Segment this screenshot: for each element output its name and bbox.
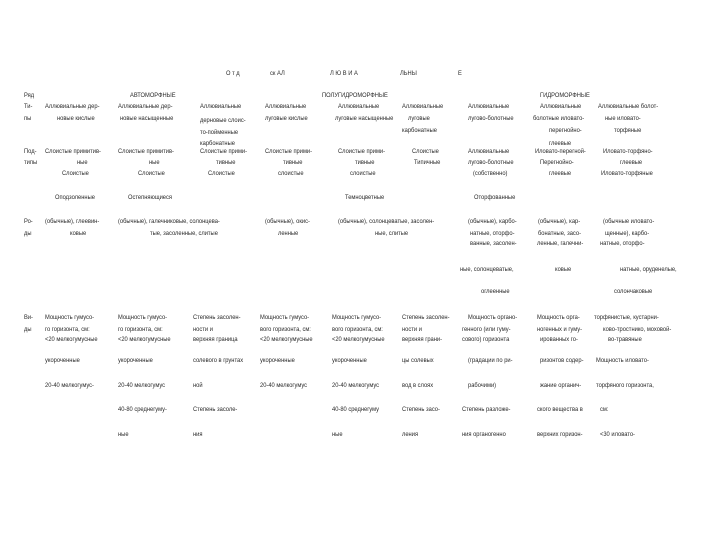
text-block: глеевые: [549, 140, 572, 147]
text-block: <20 мелкогумусные: [118, 336, 171, 343]
text-block: Мощность гумусо-: [45, 314, 95, 321]
text-block: АВТОМОРФНЫЕ: [130, 92, 176, 99]
text-block: луговые: [408, 115, 430, 122]
text-block: укороченные: [45, 357, 80, 364]
text-block: солевого в грунтах: [193, 357, 244, 364]
text-block: ковые: [70, 230, 87, 237]
text-block: луговые кислые: [265, 115, 308, 122]
text-block: торфянистые, кустарни-: [594, 314, 659, 321]
text-block: щенные), карбо-: [605, 230, 650, 237]
text-block: лугово-болотные: [468, 159, 514, 166]
text-block: цы солевых: [402, 357, 434, 364]
text-block: <20 мелкогумусные: [45, 336, 98, 343]
text-block: Слоистые прими-: [338, 148, 386, 155]
text-block: го горизонта, см:: [118, 326, 163, 333]
text-block: новые насыщенные: [120, 115, 174, 122]
text-block: жание органич-: [540, 382, 582, 389]
text-block: тивные: [355, 159, 375, 166]
text-block: Ти-: [24, 103, 33, 110]
text-block: Ряд: [24, 92, 35, 99]
text-block: 20-40 мелкогумус: [332, 382, 380, 389]
text-block: Степень засолен-: [193, 314, 241, 321]
text-block: торфяные: [614, 127, 642, 134]
text-block: ния органогенно: [462, 431, 506, 438]
text-block: Л Ю В И А: [330, 70, 358, 77]
text-block: ные: [149, 159, 160, 166]
text-block: го горизонта, см:: [45, 326, 90, 333]
text-block: Аллювиальные: [338, 103, 380, 110]
text-block: Ро-: [24, 218, 33, 225]
text-block: пы: [24, 115, 32, 122]
text-block: Под-: [24, 148, 37, 155]
text-block: ГИДРОМОРФНЫЕ: [540, 92, 590, 99]
text-block: Темноцветные: [345, 194, 385, 201]
text-block: сового) горизонта: [462, 336, 510, 343]
text-block: ПОЛУГИДРОМОРФНЫЕ: [322, 92, 388, 99]
text-block: ванные, засолен-: [470, 240, 517, 247]
text-block: 20-40 мелкогумус: [260, 382, 308, 389]
text-block: ризонтов содер-: [540, 357, 584, 364]
text-block: ния: [193, 431, 203, 438]
text-block: Аллювиальные: [468, 148, 510, 155]
text-block: ности и: [193, 326, 213, 333]
text-block: Аллювиальные: [468, 103, 510, 110]
text-block: Остепняющиеся: [128, 194, 173, 201]
text-block: Аллювиальные: [540, 103, 582, 110]
text-block: (собственно): [473, 170, 508, 177]
text-block: оглеенные: [481, 288, 510, 295]
text-block: Иловато-торфяно-: [603, 148, 653, 155]
text-block: Степень засо-: [402, 406, 440, 413]
text-block: укороченные: [332, 357, 367, 364]
text-block: бонатные, засо-: [538, 230, 581, 237]
text-block: ск АЛ: [270, 70, 285, 77]
text-block: натные, оруденелые,: [620, 266, 677, 273]
text-block: (обычные иловато-: [603, 218, 655, 225]
text-block: Иловато-перегной-: [535, 148, 586, 155]
text-block: Оподзоленные: [55, 194, 95, 201]
text-block: верхняя грани-: [402, 336, 443, 343]
text-block: Е: [458, 70, 462, 77]
text-block: верхняя граница: [193, 336, 238, 343]
text-block: Перегнойно-: [540, 159, 574, 166]
text-block: Ви-: [24, 314, 33, 321]
text-block: Слоистые примитив-: [45, 148, 101, 155]
text-block: дерновые слоис-: [200, 117, 246, 124]
text-block: Мощность иловато-: [596, 357, 649, 364]
text-block: вого горизонта, см:: [260, 326, 311, 333]
text-block: новые кислые: [57, 115, 95, 122]
text-block: укороченные: [260, 357, 295, 364]
text-block: Мощность гумусо-: [260, 314, 310, 321]
text-block: Слоистые: [412, 148, 439, 155]
text-block: Мощность органо-: [468, 314, 518, 321]
text-block: 40-80 среднегуму: [332, 406, 380, 413]
text-block: слоистые: [278, 170, 304, 177]
text-block: рабочими): [468, 382, 497, 389]
text-block: Аллювиальные: [265, 103, 307, 110]
text-block: Иловато-торфяные: [601, 170, 653, 177]
text-block: ково-тростнико, моховой-: [603, 326, 672, 333]
text-block: (обычные), глеевин-: [45, 218, 100, 225]
text-block: Аллювиальные дер-: [118, 103, 173, 110]
text-block: <20 мелкогумусные: [260, 336, 313, 343]
text-block: Слоистые прими-: [200, 148, 248, 155]
text-block: ленные, галечни-: [537, 240, 584, 247]
text-block: ные: [332, 431, 343, 438]
text-block: Степень разложе-: [462, 406, 511, 413]
text-block: тивные: [283, 159, 303, 166]
text-block: перегнойно-: [549, 127, 582, 134]
text-block: ского вещества в: [537, 406, 583, 413]
text-block: (обычные), окис-: [265, 218, 310, 225]
text-block: ированных го-: [540, 336, 578, 343]
text-block: см:: [600, 406, 609, 413]
text-block: Мощность орга-: [537, 314, 580, 321]
text-block: Слоистые: [62, 170, 89, 177]
text-block: Аллювиальные: [402, 103, 444, 110]
text-block: ногенных и гуму-: [537, 326, 583, 333]
text-block: О т д: [226, 70, 240, 77]
text-block: Слоистые примитив-: [118, 148, 174, 155]
text-block: ды: [24, 326, 32, 333]
text-block: 20-40 мелкогумус-: [45, 382, 94, 389]
text-block: болотные иловато-: [533, 115, 585, 122]
text-block: типы: [24, 159, 38, 166]
text-block: ные: [77, 159, 88, 166]
text-block: карбонатные: [200, 140, 235, 147]
text-block: (градации по ри-: [468, 357, 513, 364]
text-block: ности и: [402, 326, 422, 333]
text-block: глеевые: [620, 159, 643, 166]
text-block: слоистые: [350, 170, 376, 177]
text-block: Аллювиальные дер-: [45, 103, 100, 110]
text-block: ные: [118, 431, 129, 438]
text-block: ные, солонцеватые,: [460, 266, 514, 273]
text-block: Типичные: [414, 159, 441, 166]
text-block: укороченные: [118, 357, 153, 364]
text-block: торфяного горизонта,: [596, 382, 654, 389]
text-block: тивные: [216, 159, 236, 166]
text-block: (обычные), кар-: [538, 218, 581, 225]
text-block: ления: [402, 431, 419, 438]
text-block: Степень засоле-: [193, 406, 238, 413]
text-block: ной: [193, 382, 203, 389]
text-block: верхних горизон-: [537, 431, 583, 438]
text-block: тые, засоленные, слитые: [150, 230, 218, 237]
text-block: Степень засолен-: [402, 314, 450, 321]
text-block: луговые насыщенные: [335, 115, 394, 122]
text-block: карбонатные: [402, 127, 437, 134]
text-block: ды: [24, 230, 32, 237]
text-block: ковые: [555, 266, 572, 273]
text-block: натные, оторфо-: [600, 240, 645, 247]
text-block: во-травяные: [608, 336, 642, 343]
text-block: ные, слитые: [375, 230, 409, 237]
text-block: Аллювиальные болот-: [598, 103, 659, 110]
text-block: генного (или гуму-: [462, 326, 511, 333]
text-block: то-пойменные: [200, 129, 239, 136]
text-block: Мощность гумусо-: [332, 314, 382, 321]
text-block: ные иловато-: [605, 115, 641, 122]
text-block: 20-40 мелкогумус: [118, 382, 166, 389]
text-block: Слоистые: [208, 170, 235, 177]
text-block: (обычные), галечниковые, солонцева-: [118, 218, 220, 225]
text-block: натные, оторфо-: [470, 230, 515, 237]
text-block: лугово-болотные: [468, 115, 514, 122]
text-block: Слоистые: [138, 170, 165, 177]
text-block: <30 иловато-: [600, 431, 635, 438]
text-block: ЛЬНЫ: [400, 70, 417, 77]
text-block: глеевые: [549, 170, 572, 177]
text-block: вод в слоях: [402, 382, 434, 389]
text-block: Слоистые прими-: [265, 148, 313, 155]
text-block: ленные: [278, 230, 299, 237]
text-block: <20 мелкогумусные: [332, 336, 385, 343]
text-block: Аллювиальные: [200, 103, 242, 110]
text-block: вого горизонта, см:: [332, 326, 383, 333]
text-block: солончаковые: [614, 288, 653, 295]
text-block: Оторфованные: [474, 194, 516, 201]
text-block: (обычные), карбо-: [468, 218, 517, 225]
text-block: Мощность гумусо-: [118, 314, 168, 321]
text-block: (обычные), солонцеватые, засолен-: [338, 218, 435, 225]
text-block: 40-80 среднегуму-: [118, 406, 167, 413]
